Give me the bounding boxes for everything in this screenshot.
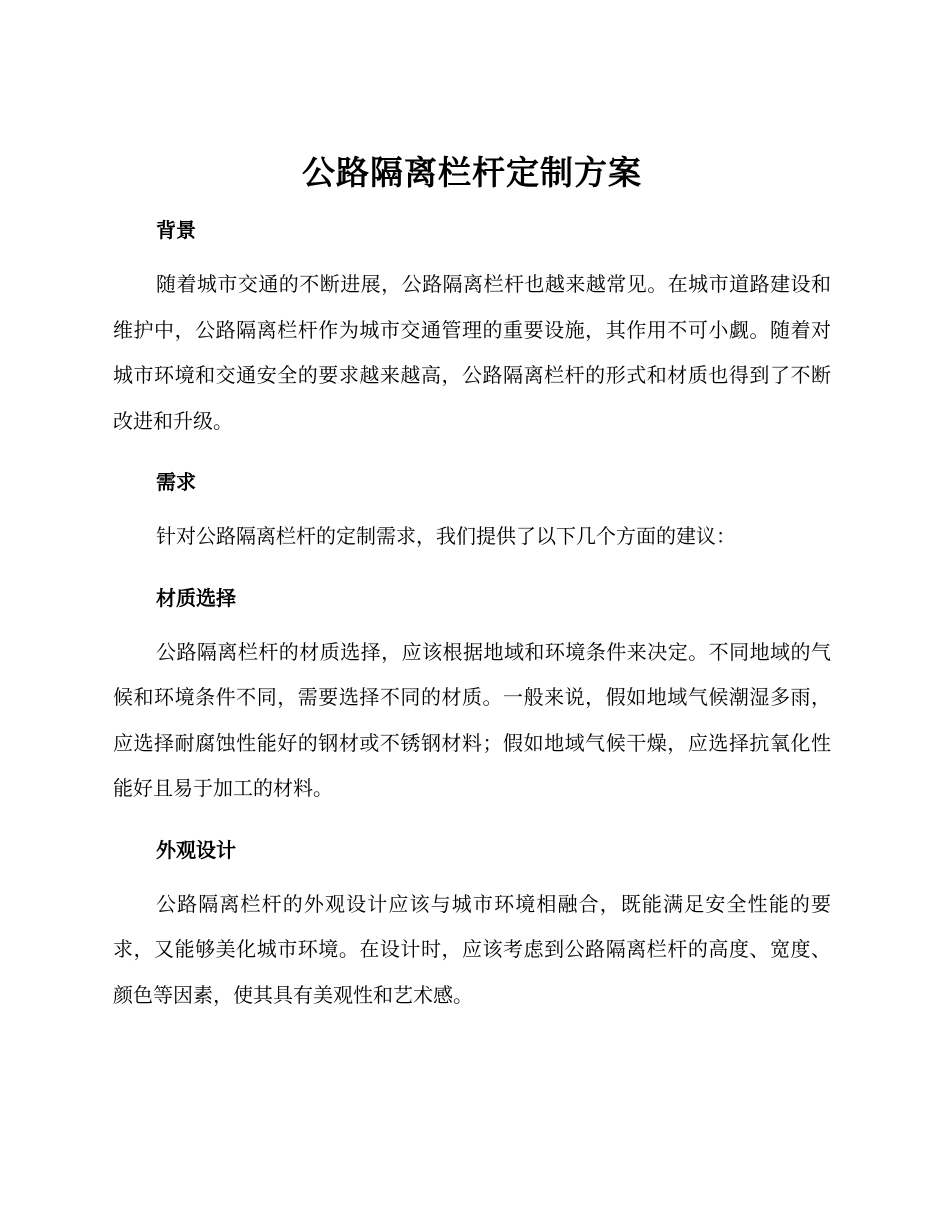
section-paragraph: 公路隔离栏杆的外观设计应该与城市环境相融合，既能满足安全性能的要求，又能够美化城市环境。在设计时，应该考虑到公路隔离栏杆的高度、宽度、颜色等因素，使其具有美观性和艺术感。 bbox=[113, 891, 831, 1007]
section-heading: 背景 bbox=[156, 218, 196, 242]
section-heading: 需求 bbox=[156, 470, 196, 494]
document-page bbox=[113, 148, 831, 1018]
section-heading: 材质选择 bbox=[156, 585, 236, 610]
section-requirements bbox=[113, 458, 831, 560]
section-background bbox=[113, 206, 831, 444]
document-title: 公路隔离栏杆定制方案 bbox=[302, 153, 642, 192]
section-heading: 外观设计 bbox=[156, 837, 236, 862]
section-paragraph: 随着城市交通的不断进展，公路隔离栏杆也越来越常见。在城市道路建设和维护中，公路隔离栏杆作为城市交通管理的重要设施，其作用不可小觑。随着对城市环境和交通安全的要求越来越高，公路隔离栏杆的形式和材质也得到了不断改进和升级。 bbox=[113, 272, 831, 433]
section-appearance bbox=[113, 826, 831, 1019]
section-paragraph: 公路隔离栏杆的材质选择，应该根据地域和环境条件来决定。不同地域的气候和环境条件不同，需要选择不同的材质。一般来说，假如地域气候潮湿多雨，应选择耐腐蚀性能好的钢材或不锈钢材料；假如地域气候干燥，应选择抗氧化性能好且易于加工的材料。 bbox=[113, 639, 831, 800]
section-paragraph: 针对公路隔离栏杆的定制需求，我们提供了以下几个方面的建议： bbox=[156, 524, 736, 548]
section-material bbox=[113, 574, 831, 812]
